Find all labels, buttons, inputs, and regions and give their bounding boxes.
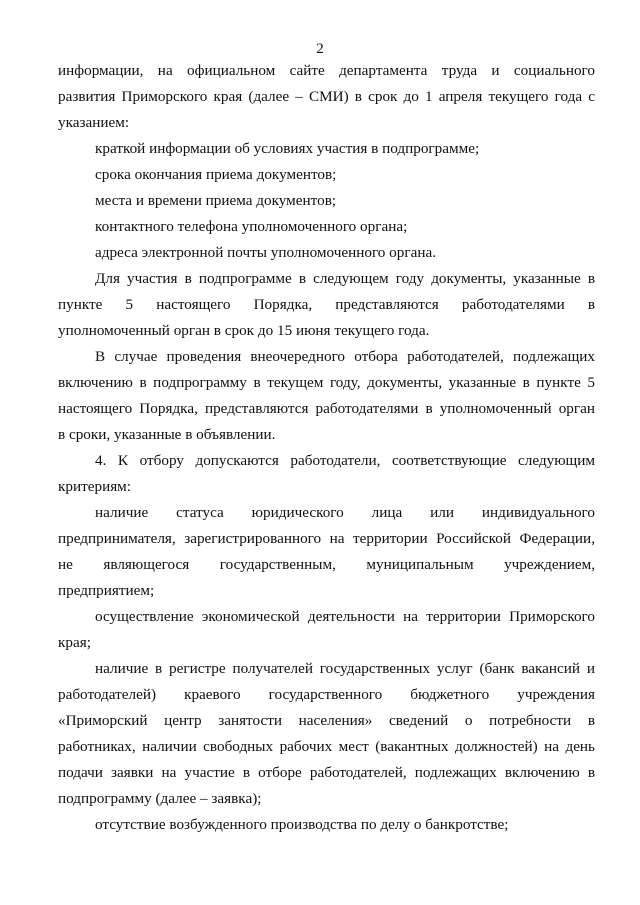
text-line: 4. К отбору допускаются работодатели, соответствующие следующим bbox=[95, 452, 595, 469]
text-line: срока окончания приема документов; bbox=[95, 166, 337, 183]
text-line: наличие в регистре получателей государственных услуг (банк вакансий и bbox=[95, 660, 595, 677]
page-number: 2 bbox=[316, 41, 324, 57]
text-line: предпринимателя, зарегистрированного на территории Российской Федерации, bbox=[58, 530, 595, 547]
text-line: указанием: bbox=[58, 114, 130, 131]
text-line: краткой информации об условиях участия в подпрограмме; bbox=[95, 140, 480, 157]
text-line: наличие статуса юридического лица или индивидуального bbox=[95, 504, 595, 521]
text-line: развития Приморского края (далее – СМИ) в срок до 1 апреля текущего года с bbox=[58, 88, 595, 105]
text-line: пункте 5 настоящего Порядка, представляются работодателями в bbox=[58, 296, 595, 313]
text-line: работодателей) краевого государственного бюджетного учреждения bbox=[58, 686, 595, 703]
text-line: подачи заявки на участие в отборе работодателей, подлежащих включению в bbox=[58, 764, 595, 781]
text-line: уполномоченный орган в срок до 15 июня текущего года. bbox=[58, 322, 430, 339]
text-line: критериям: bbox=[58, 478, 132, 495]
text-line: В случае проведения внеочередного отбора работодателей, подлежащих bbox=[95, 348, 595, 365]
text-line: «Приморский центр занятости населения» сведений о потребности в bbox=[58, 712, 595, 729]
text-line: контактного телефона уполномоченного органа; bbox=[95, 218, 408, 235]
text-line: края; bbox=[58, 634, 91, 651]
text-line: адреса электронной почты уполномоченного органа. bbox=[95, 244, 437, 261]
text-line: подпрограмму (далее – заявка); bbox=[58, 790, 262, 807]
text-line: не являющегося государственным, муниципальным учреждением, bbox=[58, 556, 595, 573]
text-line: отсутствие возбужденного производства по делу о банкротстве; bbox=[95, 816, 509, 833]
text-line: осуществление экономической деятельности на территории Приморского bbox=[95, 608, 595, 625]
text-line: предприятием; bbox=[58, 582, 155, 599]
text-line: Для участия в подпрограмме в следующем году документы, указанные в bbox=[95, 270, 595, 287]
text-line: работниках, наличии свободных рабочих мест (вакантных должностей) на день bbox=[58, 738, 595, 755]
text-line: в сроки, указанные в объявлении. bbox=[58, 426, 276, 443]
text-line: места и времени приема документов; bbox=[95, 192, 337, 209]
text-line: настоящего Порядка, представляются работодателями в уполномоченный орган bbox=[58, 400, 595, 417]
text-line: включению в подпрограмму в текущем году, документы, указанные в пункте 5 bbox=[58, 374, 595, 391]
text-line: информации, на официальном сайте департамента труда и социального bbox=[58, 62, 595, 79]
